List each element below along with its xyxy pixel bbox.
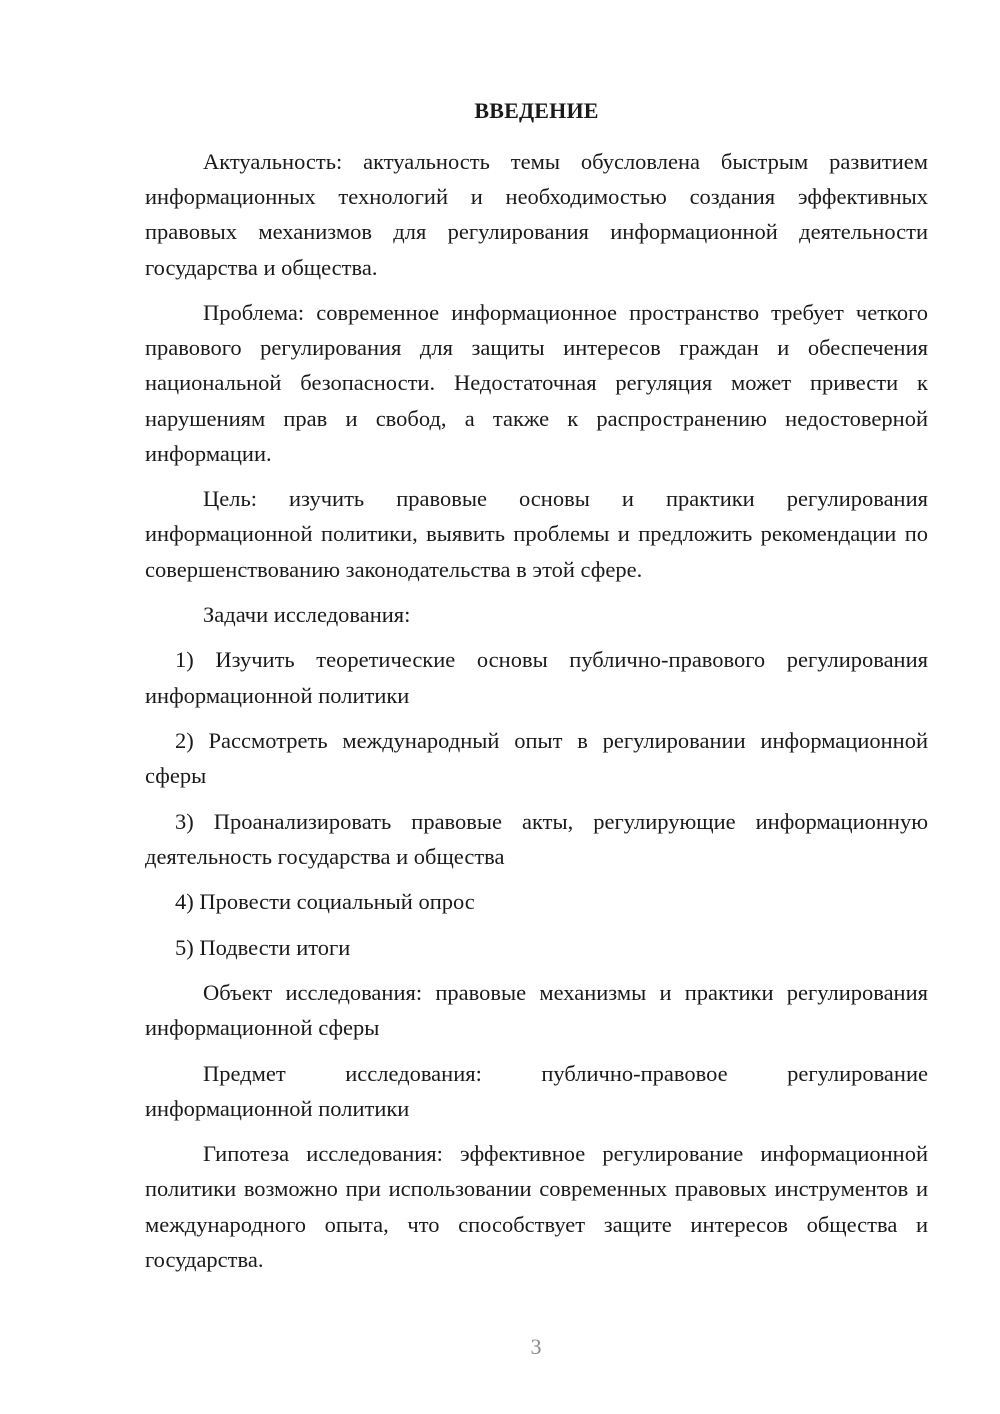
tasks-intro: Задачи исследования:: [203, 602, 411, 627]
document-body: [145, 144, 928, 1287]
subject-paragraph: Предмет исследования: публично-правовое регулирование информационной политики: [145, 1060, 928, 1121]
relevance-paragraph: Актуальность: актуальность темы обусловлена быстрым развитием информационных технологий и необходимостью создания эффективных правовых механизмов для регулирования информационной деятельности государства и общества.: [145, 149, 928, 280]
hypothesis-paragraph: Гипотеза исследования: эффективное регулирование информационной политики возможно при использовании современных правовых инструментов и международного опыта, что способствует защите интересов общества и государства.: [145, 1141, 928, 1272]
task-item-1: 1) Изучить теоретические основы публично-правового регулирования информационной политики: [145, 647, 928, 708]
section-heading: ВВЕДЕНИЕ: [474, 98, 599, 123]
goal-paragraph: Цель: изучить правовые основы и практики регулирования информационной политики, выявить проблемы и предложить рекомендации по совершенствованию законодательства в этой сфере.: [145, 486, 928, 582]
task-item-5: 5) Подвести итоги: [175, 934, 351, 960]
object-paragraph: Объект исследования: правовые механизмы и практики регулирования информационной сферы: [145, 979, 928, 1041]
page-number: 3: [530, 1334, 542, 1359]
task-item-3: 3) Проанализировать правовые акты, регулирующие информационную деятельность государства и общества: [145, 808, 928, 869]
problem-paragraph: Проблема: современное информационное пространство требует четкого правового регулирования для защиты интересов граждан и обеспечения национальной безопасности. Недостаточная регуляция может привести к нарушениям прав и свобод, а также к распространению недостоверной информации.: [145, 300, 928, 466]
task-item-4: 4) Провести социальный опрос: [175, 889, 475, 915]
task-item-2: 2) Рассмотреть международный опыт в регулировании информационной сферы: [145, 727, 928, 789]
